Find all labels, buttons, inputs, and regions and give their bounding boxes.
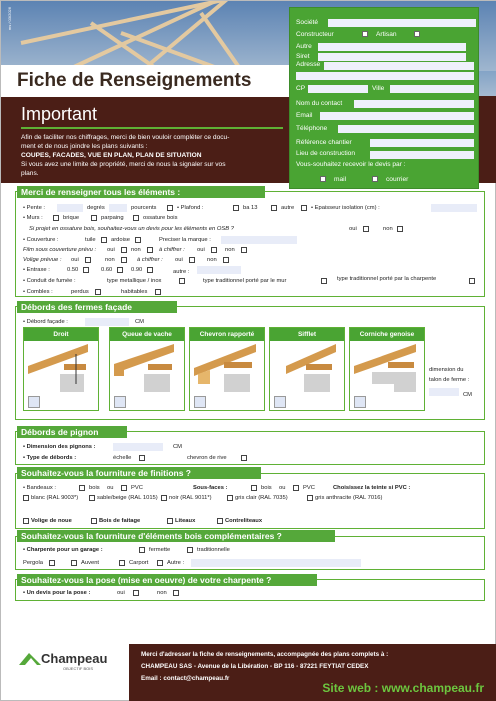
volige-chiffrer-non-label: non: [207, 257, 217, 263]
porte-charpente-label: type traditionnel porté par la charpente: [337, 276, 437, 282]
siret-field[interactable]: [318, 53, 466, 61]
volige-chiffrer-oui-label: oui: [175, 257, 183, 263]
bandeaux-label: • Bandeaux :: [23, 485, 56, 491]
osb-oui-checkbox[interactable]: [363, 226, 369, 232]
email-label: Email: [296, 112, 313, 119]
fermette-checkbox[interactable]: [139, 547, 145, 553]
ville-field[interactable]: [390, 85, 474, 93]
debord-card-droit[interactable]: [23, 327, 99, 411]
porte-charpente-checkbox[interactable]: [469, 278, 475, 284]
osb-non-checkbox[interactable]: [397, 226, 403, 232]
plafond-label: • Plafond :: [177, 205, 204, 211]
pente-label: • Pente :: [23, 205, 46, 211]
murs-label: • Murs :: [23, 215, 43, 221]
footer-email[interactable]: Email : contact@champeau.fr: [141, 675, 230, 682]
volige-chiffrer-oui-checkbox[interactable]: [189, 257, 195, 263]
entraxe-autre-label: autre :: [173, 269, 190, 275]
sous-faces-ou-label: ou: [279, 485, 286, 491]
brique-checkbox[interactable]: [53, 215, 59, 221]
echelle-label: échelle: [113, 455, 132, 461]
pignon-dimension-field[interactable]: [113, 443, 163, 451]
bandeaux-ou-label: ou: [107, 485, 114, 491]
teinte-anthracite-checkbox[interactable]: [307, 495, 313, 501]
volige-noue-checkbox[interactable]: [23, 518, 29, 524]
autre-bois-label: Autre :: [167, 560, 185, 566]
parpaing-checkbox[interactable]: [91, 215, 97, 221]
telephone-label: Téléphone: [296, 125, 328, 132]
bandeaux-bois-label: bois: [89, 485, 100, 491]
telephone-field[interactable]: [338, 125, 474, 133]
footer-line-1: Merci d'adresser la fiche de renseignements, accompagnée des plans complets à :: [141, 651, 389, 658]
societe-field[interactable]: [328, 19, 476, 27]
artisan-label: Artisan: [376, 31, 397, 38]
footer-website[interactable]: Site web : www.champeau.fr: [322, 681, 484, 695]
page-title: Fiche de Renseignements: [17, 70, 252, 91]
teinte-noir-label: noir (RAL 9011*): [169, 495, 212, 501]
teinte-blanc-label: blanc (RAL 9003*): [31, 495, 79, 501]
cp-field[interactable]: [308, 85, 368, 93]
degres-label: degrés: [87, 205, 105, 211]
film-chiffrer-oui-checkbox[interactable]: [211, 247, 217, 253]
debord-card-chevron-rapporte[interactable]: [189, 327, 265, 411]
important-line: ment et de nous joindre les plans suivants :: [21, 143, 148, 150]
carport-checkbox[interactable]: [119, 560, 125, 566]
logo-mark-icon: [19, 651, 41, 665]
debord-card-label: Corniche genoise: [350, 328, 424, 341]
habitables-checkbox[interactable]: [155, 289, 161, 295]
parpaing-label: parpaing: [101, 215, 124, 221]
auvent-label: Auvent: [81, 560, 100, 566]
logo-subtitle: OBJECTIF BOIS: [63, 666, 94, 671]
auvent-checkbox[interactable]: [71, 560, 77, 566]
volige-chiffrer-non-checkbox[interactable]: [223, 257, 229, 263]
sous-faces-pvc-label: PVC: [303, 485, 315, 491]
sous-faces-bois-checkbox[interactable]: [251, 485, 257, 491]
email-field[interactable]: [320, 112, 474, 120]
sifflet-checkbox[interactable]: [274, 396, 286, 408]
debord-droit-diagram: [28, 344, 96, 394]
logo-text: Champeau: [41, 651, 108, 666]
sous-faces-bois-label: bois: [261, 485, 272, 491]
debord-card-label: Chevron rapporté: [190, 328, 264, 341]
mail-checkbox[interactable]: [320, 176, 326, 182]
nom-label: Nom du contact: [296, 100, 343, 107]
combles-label: • Combles :: [23, 289, 53, 295]
ville-label: Ville: [372, 85, 385, 92]
debord-card-label: Queue de vache: [110, 328, 184, 341]
teinte-gris-clair-checkbox[interactable]: [227, 495, 233, 501]
lieu-label: Lieu de construction: [296, 150, 356, 157]
pose-non-checkbox[interactable]: [173, 590, 179, 596]
teinte-sable-checkbox[interactable]: [89, 495, 95, 501]
pourcents-label: pourcents: [131, 205, 157, 211]
constructeur-checkbox[interactable]: [362, 31, 368, 37]
volige-chiffrer-label: à chiffrer :: [137, 257, 163, 263]
talon-cm-label: CM: [463, 392, 473, 398]
debord-chevron-diagram: [194, 344, 262, 394]
constructeur-label: Constructeur: [296, 31, 334, 38]
important-line: Afin de faciliter nos chiffrages, merci de bien vouloir compléter ce docu-: [21, 134, 230, 141]
pose-oui-label: oui: [117, 590, 125, 596]
fermette-label: fermette: [149, 547, 171, 553]
film-chiffrer-oui-label: oui: [197, 247, 205, 253]
liteaux-checkbox[interactable]: [167, 518, 173, 524]
film-chiffrer-label: à chiffrer :: [159, 247, 185, 253]
artisan-checkbox[interactable]: [414, 31, 420, 37]
bandeaux-pvc-checkbox[interactable]: [121, 485, 127, 491]
brique-label: brique: [63, 215, 80, 221]
courrier-checkbox[interactable]: [372, 176, 378, 182]
section-elements-title: Merci de renseigner tous les éléments :: [17, 186, 265, 198]
debord-card-corniche[interactable]: [349, 327, 425, 411]
reference-field[interactable]: [370, 139, 474, 147]
pignon-type-label: • Type de débords :: [23, 455, 77, 461]
pourcents-field[interactable]: [109, 204, 127, 212]
tuile-label: tuile: [85, 237, 96, 243]
section-pignon-title: Débords de pignon: [17, 426, 127, 438]
autre-label: autre: [281, 205, 295, 211]
corniche-checkbox[interactable]: [354, 396, 366, 408]
teinte-anthracite-label: gris anthracite (RAL 7016): [315, 495, 383, 501]
perdus-label: perdus: [71, 289, 89, 295]
teinte-label: Choisissez la teinte si PVC :: [333, 485, 411, 491]
autre-checkbox[interactable]: [271, 205, 277, 211]
debord-card-label: Sifflet: [270, 328, 344, 341]
film-non-label: non: [131, 247, 141, 253]
droit-checkbox[interactable]: [28, 396, 40, 408]
pose-oui-checkbox[interactable]: [133, 590, 139, 596]
sous-faces-pvc-checkbox[interactable]: [293, 485, 299, 491]
entraxe-090-label: 0.90: [131, 267, 143, 273]
pourcents-checkbox[interactable]: [167, 205, 173, 211]
important-line: Si vous avez une limite de propriété, merci de nous la signaler sur vos: [21, 161, 226, 168]
film-oui-label: oui: [107, 247, 115, 253]
side-reference: ms / 03/2026: [7, 7, 12, 31]
footer-band: [129, 644, 496, 701]
teinte-gris-clair-label: gris clair (RAL 7035): [235, 495, 288, 501]
pignon-dimension-label: • Dimension des pignons :: [23, 444, 96, 450]
courrier-label: courrier: [386, 176, 409, 183]
echelle-checkbox[interactable]: [139, 455, 145, 461]
pergola-label: Pergola: [23, 560, 43, 566]
lieu-field[interactable]: [370, 151, 474, 159]
osb-question: Si projet en ossature bois, souhaitez-vous un devis pour les éléments en OSB ?: [29, 226, 234, 232]
contreliteaux-label: Contreliteaux: [225, 518, 263, 524]
film-chiffrer-non-checkbox[interactable]: [241, 247, 247, 253]
sous-faces-label: Sous-faces :: [193, 485, 228, 491]
volige-non-label: non: [105, 257, 115, 263]
debord-sifflet-diagram: [274, 344, 342, 394]
section-debords-title: Débords des fermes façade: [17, 301, 177, 313]
volige-non-checkbox[interactable]: [121, 257, 127, 263]
autre-field[interactable]: [318, 43, 466, 51]
pignon-cm-label: CM: [173, 444, 183, 450]
ardoise-checkbox[interactable]: [135, 237, 141, 243]
talon-label-1: dimension du: [429, 367, 464, 373]
entraxe-060-checkbox[interactable]: [117, 267, 123, 273]
porte-mur-checkbox[interactable]: [321, 278, 327, 284]
entraxe-autre-field[interactable]: [197, 266, 241, 274]
volige-oui-checkbox[interactable]: [85, 257, 91, 263]
important-line: plans.: [21, 170, 39, 177]
volige-oui-label: oui: [71, 257, 79, 263]
pergola-checkbox[interactable]: [49, 560, 55, 566]
couverture-label: • Couverture :: [23, 237, 59, 243]
title-band: [1, 65, 289, 97]
entraxe-060-label: 0.60: [101, 267, 113, 273]
footer-line-2: CHAMPEAU SAS - Avenue de la Libération - BP 116 - 87221 FEYTIAT CEDEX: [141, 663, 369, 670]
nom-field[interactable]: [354, 100, 474, 108]
chevron-rive-checkbox[interactable]: [241, 455, 247, 461]
conduit-label: • Conduit de fumée :: [23, 278, 76, 284]
teinte-sable-label: sable/beige (RAL 1015): [97, 495, 158, 501]
ba13-checkbox[interactable]: [233, 205, 239, 211]
entraxe-label: • Entraxe :: [23, 267, 50, 273]
important-heading: Important: [21, 104, 98, 124]
section-finitions-title: Souhaitez-vous la fourniture de finitions ?: [17, 467, 261, 479]
marque-field[interactable]: [221, 236, 297, 244]
film-non-checkbox[interactable]: [147, 247, 153, 253]
traditionnelle-checkbox[interactable]: [187, 547, 193, 553]
carport-label: Carport: [129, 560, 149, 566]
metallique-checkbox[interactable]: [179, 278, 185, 284]
bandeaux-bois-checkbox[interactable]: [79, 485, 85, 491]
bandeaux-pvc-label: PVC: [131, 485, 143, 491]
debord-facade-field[interactable]: [85, 318, 129, 326]
perdus-checkbox[interactable]: [95, 289, 101, 295]
autre-label: Autre: [296, 43, 312, 50]
porte-mur-label: type traditionnel porté par le mur: [203, 278, 287, 284]
traditionnelle-label: traditionnelle: [197, 547, 230, 553]
debord-queue-vache-diagram: [114, 344, 182, 394]
talon-label-2: talon de ferme :: [429, 377, 470, 383]
pente-field[interactable]: [57, 204, 83, 212]
section-pose-title: Souhaitez-vous la pose (mise en oeuvre) de votre charpente ?: [17, 574, 317, 586]
liteaux-label: Liteaux: [175, 518, 196, 524]
ba13-label: ba 13: [243, 205, 258, 211]
volige-label: Volige prévue :: [23, 257, 62, 263]
adresse-label: Adresse: [296, 61, 321, 68]
contreliteaux-checkbox[interactable]: [217, 518, 223, 524]
autre-bois-field[interactable]: [191, 559, 361, 567]
adresse-field[interactable]: [324, 62, 474, 70]
entraxe-090-checkbox[interactable]: [147, 267, 153, 273]
pose-devis-label: • Un devis pour la pose :: [23, 590, 91, 596]
osb-oui-label: oui: [349, 226, 357, 232]
autre-checkbox-2[interactable]: [301, 205, 307, 211]
epaisseur-label: • Epaisseur isolation (cm) :: [311, 205, 380, 211]
marque-label: Preciser la marque :: [159, 237, 211, 243]
osb-non-label: non: [383, 226, 393, 232]
ossature-label: ossature bois: [143, 215, 178, 221]
debord-card-label: Droit: [24, 328, 98, 341]
queue-vache-checkbox[interactable]: [114, 396, 126, 408]
siret-label: Siret: [296, 53, 310, 60]
ardoise-label: ardoise: [111, 237, 131, 243]
film-oui-checkbox[interactable]: [121, 247, 127, 253]
faitage-label: Bois de faitage: [99, 518, 141, 524]
entraxe-050-label: 0.50: [67, 267, 79, 273]
chevron-rive-label: chevron de rive: [187, 455, 227, 461]
debord-facade-label: • Débord façade :: [23, 319, 68, 325]
faitage-checkbox[interactable]: [91, 518, 97, 524]
adresse-field-2[interactable]: [296, 72, 474, 80]
cp-label: CP: [296, 85, 306, 92]
epaisseur-field[interactable]: [431, 204, 477, 212]
entraxe-050-checkbox[interactable]: [83, 267, 89, 273]
societe-label: Société: [296, 19, 318, 26]
chevron-checkbox[interactable]: [194, 396, 206, 408]
mail-label: mail: [334, 176, 347, 183]
contact-form: [289, 7, 479, 189]
pose-non-label: non: [157, 590, 167, 596]
reference-label: Référence chantier: [296, 139, 352, 146]
debord-card-sifflet[interactable]: [269, 327, 345, 411]
garage-label: • Charpente pour un garage :: [23, 547, 103, 553]
habitables-label: habitables: [121, 289, 148, 295]
autre-bois-checkbox[interactable]: [157, 560, 163, 566]
talon-field[interactable]: [429, 388, 459, 396]
metallique-label: type metallique / inox: [107, 278, 162, 284]
debord-corniche-diagram: [354, 344, 422, 394]
important-line: COUPES, FACADES, VUE EN PLAN, PLAN DE SITUATION: [21, 152, 202, 159]
important-block: [21, 104, 283, 178]
tuile-checkbox[interactable]: [101, 237, 107, 243]
ossature-checkbox[interactable]: [133, 215, 139, 221]
recevoir-label: Vous-souhaitez recevoir le devis par :: [296, 161, 406, 168]
film-chiffrer-non-label: non: [225, 247, 235, 253]
debord-cm-label: CM: [135, 319, 145, 325]
teinte-blanc-checkbox[interactable]: [23, 495, 29, 501]
debord-card-queue-vache[interactable]: [109, 327, 185, 411]
teinte-noir-checkbox[interactable]: [161, 495, 167, 501]
section-complementaires-title: Souhaitez-vous la fourniture d'éléments bois complémentaires ?: [17, 530, 335, 542]
film-label: Film sous couverture prévu :: [23, 247, 97, 253]
volige-noue-label: Volige de noue: [31, 518, 72, 524]
